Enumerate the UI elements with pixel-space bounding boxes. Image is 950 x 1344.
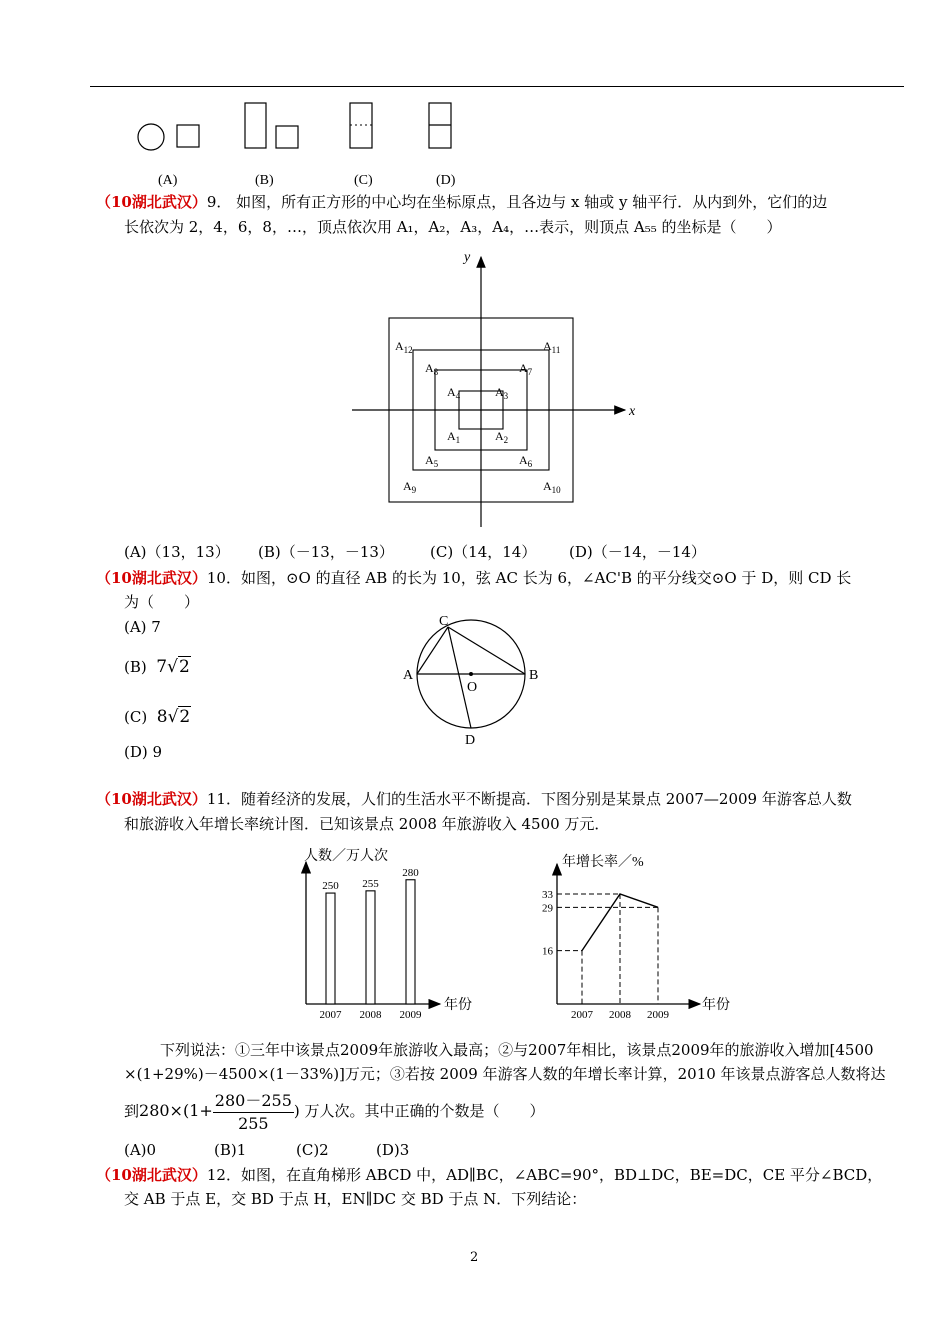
q11-desc3-post: ) 万人次。其中正确的个数是（ ） (293, 1102, 545, 1120)
q10-option-c-label: (C) (124, 708, 148, 726)
q8b-square (276, 126, 298, 148)
vertex-label-a4: $A_4$ (447, 385, 461, 401)
center-dot (469, 672, 473, 676)
point-a: A (403, 668, 414, 683)
vertex-label-a9: $A_9$ (403, 479, 417, 495)
q9-line1 (96, 190, 827, 214)
q11-desc3-pre: 到 (124, 1102, 140, 1120)
line-ytick-16: 16 (542, 945, 553, 958)
q8-figures (120, 95, 480, 190)
bar-2008 (366, 891, 375, 1004)
line-tick-2007: 2007 (571, 1009, 593, 1021)
point-c: C (439, 614, 449, 629)
vertex-label-a8: $A_8$ (425, 361, 439, 377)
x-axis-label: x (629, 404, 636, 419)
point-d: D (465, 733, 476, 748)
q10-option-c (124, 705, 191, 729)
q10-b-coef: 7 (156, 657, 168, 677)
q11-source: （10湖北武汉） (96, 790, 207, 808)
bar-tick-2009: 2009 (399, 1009, 422, 1021)
q10-option-d: (D) 9 (124, 743, 163, 761)
chord-cd (448, 627, 471, 728)
vertex-label-a10: $A_{10}$ (543, 479, 561, 495)
q11-desc3 (124, 1088, 545, 1135)
q11-line2: 和旅游收入年增长率统计图．已知该景点 2008 年旅游收入 4500 万元． (124, 815, 610, 833)
line-chart-xlabel: 年份 (702, 998, 730, 1013)
bar-2007 (326, 893, 335, 1004)
q10-c-coef: 8 (156, 707, 168, 727)
q11-option-a: (A)0 (124, 1141, 157, 1159)
bar-2009 (406, 880, 415, 1004)
q11-desc2: ×(1+29%)－4500×(1－33%)]万元；③若按 2009 年游客人数的年增长率计算，2010 年该景点游客总人数将达 (124, 1065, 886, 1083)
q9-option-d: (D)（－14，－14） (569, 543, 706, 561)
q9-option-b: (B)（－13，－13） (258, 543, 394, 561)
line-chart-title: 年增长率／% (562, 855, 644, 870)
chord-ac (417, 627, 448, 674)
q10-line2: 为（ ） (124, 593, 200, 611)
chord-cb (448, 627, 525, 674)
vertex-label-a1: $A_1$ (447, 429, 461, 445)
q12-line2: 交 AB 于点 E，交 BD 于点 H，EN∥DC 交 BD 于点 N．下列结论： (124, 1190, 587, 1208)
vertex-label-a12: $A_{12}$ (395, 339, 413, 355)
q8-option-b: (B) (255, 173, 274, 188)
vertex-label-a3: $A_3$ (495, 385, 509, 401)
vertex-label-a2: $A_2$ (495, 429, 509, 445)
q10-option-c-expr: 8√2 (156, 707, 191, 727)
q11-line1 (96, 787, 852, 811)
bar-value-2008: 255 (362, 877, 379, 890)
q9-line2: 长依次为 2，4，6，8，…，顶点依次用 A₁，A₂，A₃，A₄，…表示，则顶点 A₅₅ 的坐标是（ ） (124, 218, 782, 236)
q10-b-rad: 2 (178, 657, 190, 677)
q10-c-rad: 2 (179, 707, 191, 727)
line-ytick-33: 33 (542, 889, 553, 901)
q11-option-d: (D)3 (376, 1141, 410, 1159)
q12-line1 (96, 1163, 882, 1187)
q11-option-b: (B)1 (214, 1141, 247, 1159)
line-ytick-29: 29 (542, 902, 553, 915)
q12-source: （10湖北武汉） (96, 1166, 207, 1184)
q11-frac-num: 280－255 (213, 1090, 294, 1113)
q11-desc1: 下列说法：①三年中该景点2009年旅游收入最高；②与2007年相比，该景点2009年的旅游收入增加[4500 (160, 1041, 874, 1059)
vertex-label-a6: $A_6$ (519, 453, 533, 469)
q11-text1: 11．随着经济的发展，人们的生活水平不断提高．下图分别是某景点 2007—2009 年游客总人数 (206, 790, 852, 808)
q10-option-b (124, 655, 191, 679)
bar-tick-2007: 2007 (319, 1009, 342, 1021)
q8-option-a: (A) (158, 173, 178, 188)
q11-option-c: (C)2 (296, 1141, 329, 1159)
q9-source: （10湖北武汉） (96, 193, 207, 211)
q9-text1: 9． 如图，所有正方形的中心均在坐标原点，且各边与 x 轴或 y 轴平行．从内到外，它们的边 (206, 193, 828, 211)
vertex-label-a11: $A_{11}$ (543, 339, 561, 355)
q10-figure (395, 610, 555, 750)
q8-option-d: (D) (436, 173, 456, 188)
q10-option-b-label: (B) (124, 658, 147, 676)
q11-charts (290, 840, 760, 1030)
q10-option-b-expr: 7√2 (156, 657, 190, 677)
q8a-square (177, 125, 199, 147)
bar-value-2007: 250 (322, 880, 339, 893)
line-tick-2009: 2009 (647, 1009, 669, 1021)
bar-chart-xlabel: 年份 (444, 998, 472, 1013)
q10-source: （10湖北武汉） (96, 569, 207, 587)
point-b: B (529, 668, 539, 683)
bar-chart-title: 人数／万人次 (304, 849, 388, 864)
vertex-label-a7: $A_7$ (519, 361, 533, 377)
q11-expr: 280×(1+ (139, 1101, 213, 1120)
q8b-rect (245, 103, 266, 148)
q10-text1: 10．如图，⊙O 的直径 AB 的长为 10，弦 AC 长为 6，∠AC'B 的平分线交⊙O 于 D，则 CD 长 (206, 569, 852, 587)
q11-fraction (213, 1090, 294, 1135)
page-number: 2 (470, 1250, 479, 1265)
q10-line1 (96, 566, 851, 590)
q10-option-a: (A) 7 (124, 618, 161, 636)
q9-figure (340, 245, 650, 535)
y-axis-label: y (464, 250, 471, 265)
bar-value-2009: 280 (402, 866, 419, 879)
header-rule (90, 86, 904, 87)
q8-option-c: (C) (354, 173, 373, 188)
bar-tick-2008: 2008 (359, 1009, 382, 1021)
q9-option-a: (A)（13，13） (124, 543, 230, 561)
q9-option-c: (C)（14，14） (430, 543, 537, 561)
q8a-circle (138, 124, 164, 150)
vertex-label-a5: $A_5$ (425, 453, 439, 469)
q12-text1: 12．如图，在直角梯形 ABCD 中，AD∥BC，∠ABC=90°，BD⊥DC，BE=DC，CE 平分∠BCD， (206, 1166, 883, 1184)
point-o: O (467, 680, 478, 695)
q11-frac-den: 255 (238, 1113, 269, 1133)
line-tick-2008: 2008 (609, 1009, 631, 1021)
